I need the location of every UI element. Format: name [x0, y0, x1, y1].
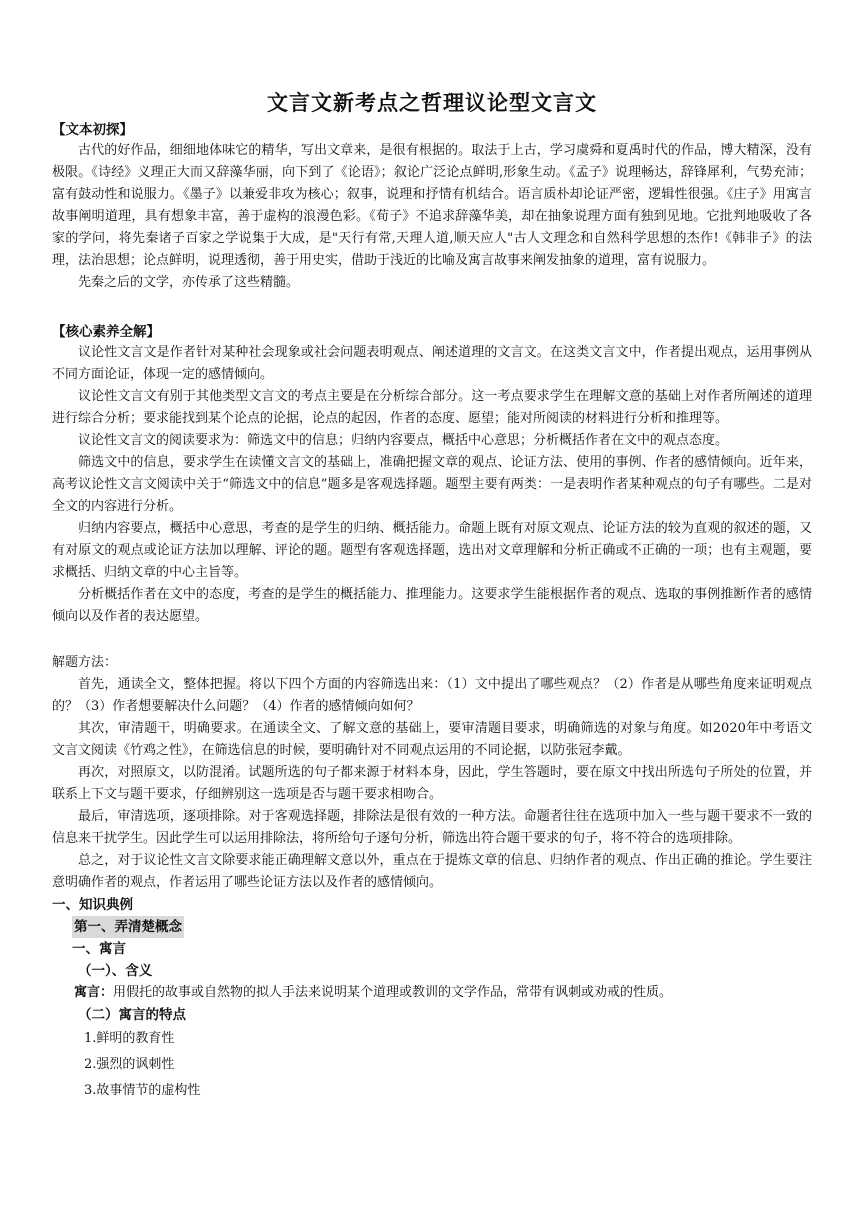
- knowledge-heading: 一、知识典例: [52, 897, 133, 913]
- paragraph: 筛选文中的信息，要求学生在读懂文言文的基础上，准确把握文章的观点、论证方法、使用的事例、作者的感情倾向。近年来，高考议论性文言文阅读中关于“筛选文中的信息”题多是客观选择题。题型主要有两类：一是表明作者某种观点的句子有哪些。二是对全文的内容进行分析。: [52, 455, 812, 514]
- highlighted-subheading: 第一、弄清楚概念: [72, 916, 184, 938]
- subheading-features: （二）寓言的特点: [78, 1007, 186, 1023]
- paragraph: 最后，审清选项，逐项排除。对于客观选择题，排除法是很有效的一种方法。命题者往往在选项中加入一些与题干要求不一致的信息来干扰学生。因此学生可以运用排除法，将所给句子逐句分析，筛选出符合题干要求的句子，将不符合的选项排除。: [52, 809, 812, 846]
- method-label: 解题方法：: [52, 655, 118, 670]
- definition-term: 寓言：: [74, 985, 114, 1000]
- paragraph: 先秦之后的文学，亦传承了这些精髓。: [78, 275, 300, 290]
- list-item: 3.故事情节的虚构性: [84, 1083, 201, 1098]
- definition-text: 用假托的故事或自然物的拟人手法来说明某个道理或教训的文学作品，常带有讽刺或劝戒的性质。: [113, 985, 673, 1000]
- paragraph: 古代的好作品，细细地体味它的精华，写出文章来，是很有根据的。取法于上古，学习虞舜和夏禹时代的作品，博大精深，没有极限。《诗经》义理正大而又辞藻华丽，向下到了《论语》；叙论广泛论点鲜明,形象生动。《孟子》说理畅达，辞锋犀利，气势充沛；富有鼓动性和说服力。《墨子》以兼爱非攻为核心；叙事，说理和抒情有机结合。语言质朴却论证严密，逻辑性很强。《庄子》用寓言故事阐明道理，具有想象丰富，善于虚构的浪漫色彩。《荀子》不追求辞藻华美，却在抽象说理方面有独到见地。它批判地吸收了各家的学问，将先秦诸子百家之学说集于大成，是"天行有常,天理人道,顺天应人"古人文理念和自然科学思想的杰作!《韩非子》的法理，法治思想；论点鲜明，说理透彻，善于用史实，借助于浅近的比喻及寓言故事来阐发抽象的道理，富有说服力。: [52, 143, 812, 268]
- document-title: 文言文新考点之哲理议论型文言文: [267, 91, 597, 115]
- paragraph: 首先，通读全文，整体把握。将以下四个方面的内容筛选出来：（1）文中提出了哪些观点？（2）作者是从哪些角度来证明观点的？（3）作者想要解决什么问题？（4）作者的感情倾向如何？: [52, 677, 812, 714]
- paragraph: 议论性文言文有别于其他类型文言文的考点主要是在分析综合部分。这一考点要求学生在理解文意的基础上对作者所阐述的道理进行综合分析；要求能找到某个论点的论据，论点的起因，作者的态度、愿望；能对所阅读的材料进行分析和推理等。: [52, 389, 812, 426]
- definition: [74, 982, 812, 1004]
- paragraph: 再次，对照原文，以防混淆。试题所选的句子都来源于材料本身，因此，学生答题时，要在原文中找出所选句子所处的位置，并联系上下文与题干要求，仔细辨别这一选项是否与题干要求相吻合。: [52, 765, 812, 802]
- paragraph: 议论性文言文是作者针对某种社会现象或社会问题表明观点、阐述道理的文言文。在这类文言文中，作者提出观点，运用事例从不同方面论证，体现一定的感情倾向。: [52, 345, 812, 382]
- section-heading-text-intro: 【文本初探】: [52, 122, 133, 138]
- list-item: 1.鲜明的教育性: [84, 1031, 175, 1046]
- paragraph: 分析概括作者在文中的态度，考查的是学生的概括能力、推理能力。这要求学生能根据作者的观点、选取的事例推断作者的感情倾向以及作者的表达愿望。: [52, 587, 812, 624]
- paragraph: 归纳内容要点，概括中心意思，考查的是学生的归纳、概括能力。命题上既有对原文观点、论证方法的较为直观的叙述的题，又有对原文的观点或论证方法加以理解、评论的题。题型有客观选择题，选出对文章理解和分析正确或不正确的一项；也有主观题，要求概括、归纳文章的中心主旨等。: [52, 521, 812, 580]
- paragraph: 其次，审清题干，明确要求。在通读全文、了解文意的基础上，要审清题目要求，明确筛选的对象与角度。如2020年中考语文文言文阅读《竹鸡之性》，在筛选信息的时候，要明确针对不同观点运用的不同论据，以防张冠李戴。: [52, 721, 812, 758]
- paragraph: 总之，对于议论性文言文除要求能正确理解文意以外，重点在于提炼文章的信息、归纳作者的观点、作出正确的推论。学生要注意明确作者的观点，作者运用了哪些论证方法以及作者的感情倾向。: [52, 853, 812, 890]
- subheading-fable: 一、寓言: [72, 941, 126, 957]
- subheading-meaning: （一）、含义: [78, 963, 153, 979]
- paragraph: 议论性文言文的阅读要求为：筛选文中的信息；归纳内容要点，概括中心意思；分析概括作者在文中的观点态度。: [78, 433, 729, 448]
- section-heading-core: 【核心素养全解】: [52, 324, 160, 340]
- list-item: 2.强烈的讽刺性: [84, 1057, 175, 1072]
- document-page: [52, 88, 812, 1104]
